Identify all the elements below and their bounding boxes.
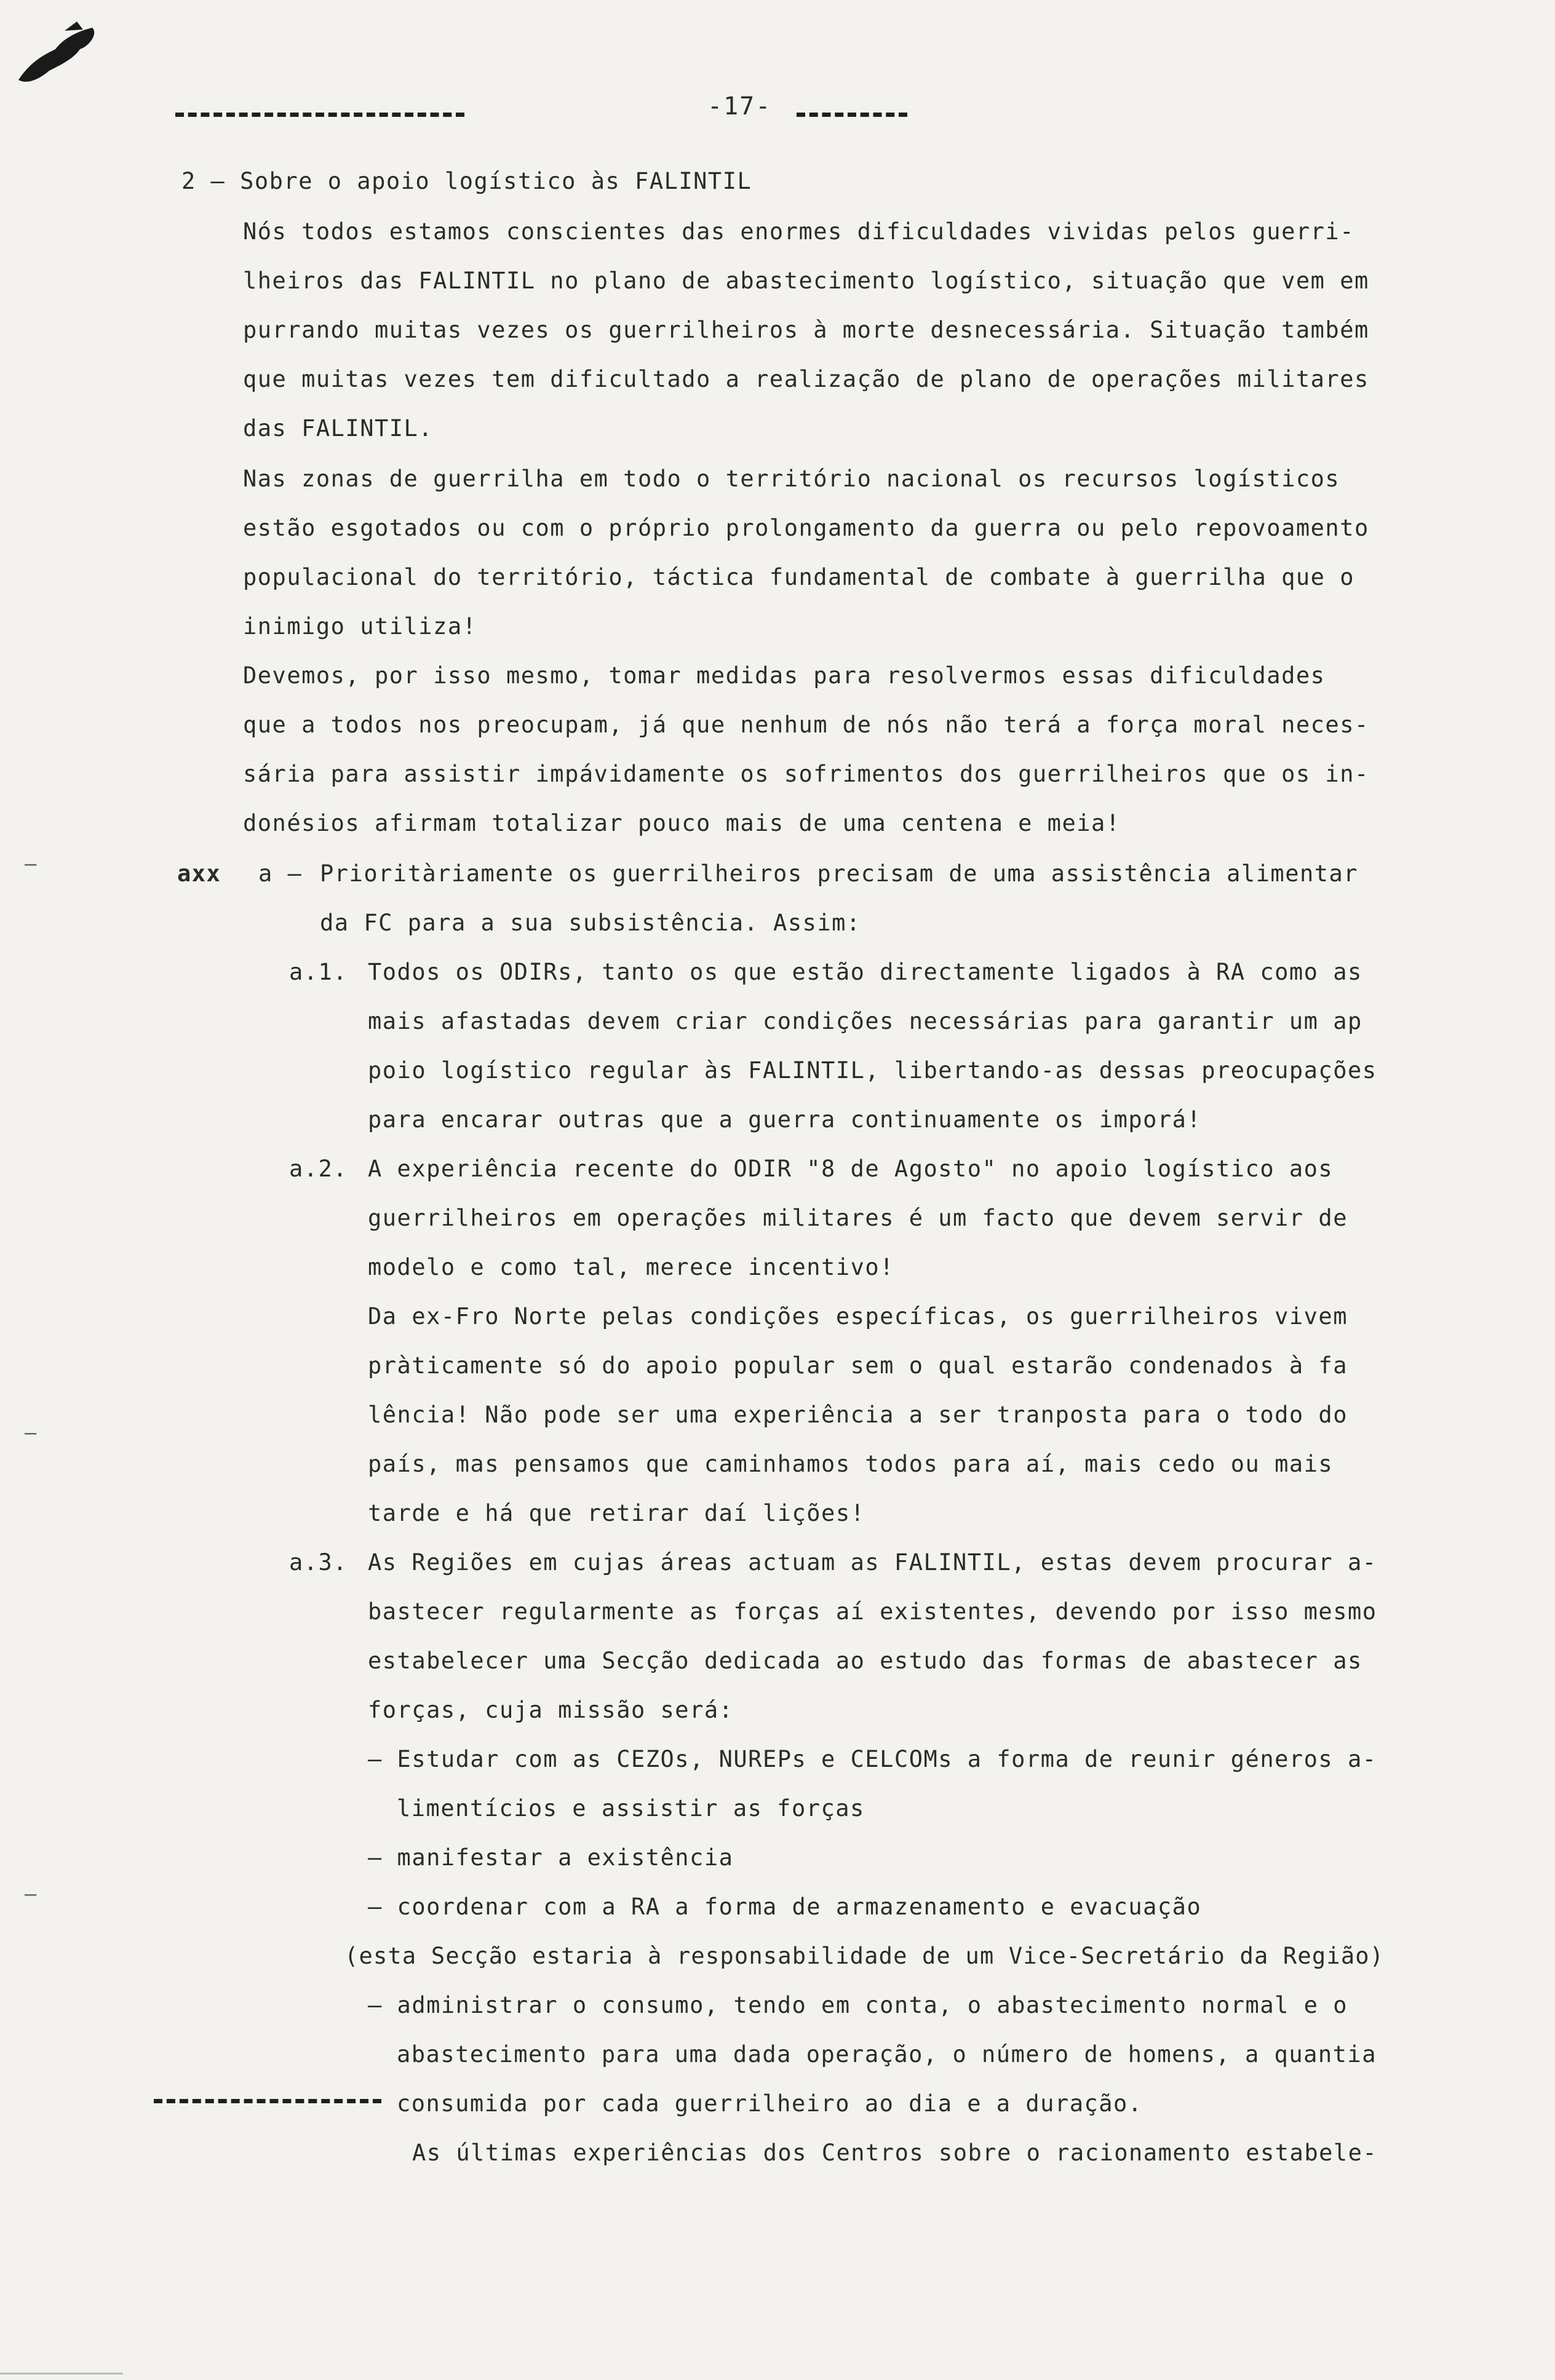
a1-line-4: para encarar outras que a guerra continuamente os imporá! xyxy=(368,1106,1202,1133)
margin-tick: — xyxy=(25,852,37,875)
bullet-2: – manifestar a existência xyxy=(368,1844,734,1871)
a3-line-4: forças, cuja missão será: xyxy=(368,1697,734,1723)
item-a-line-1: Prioritàriamente os guerrilheiros precisam de uma assistência alimentar xyxy=(320,860,1359,887)
p2-line-2: estão esgotados ou com o próprio prolongamento da guerra ou pelo repovoamento xyxy=(243,515,1369,541)
closing-line: As últimas experiências dos Centros sobre o racionamento estabele- xyxy=(412,2140,1378,2166)
a2-line-1: A experiência recente do ODIR "8 de Agosto" no apoio logístico aos xyxy=(368,1156,1334,1182)
a3-line-2: bastecer regularmente as forças aí existentes, devendo por isso mesmo xyxy=(368,1598,1377,1625)
margin-mark: axx xyxy=(177,860,221,887)
section-heading: 2 – Sobre o apoio logístico às FALINTIL xyxy=(181,168,752,194)
a1-line-2: mais afastadas devem criar condições necessárias para garantir um ap xyxy=(368,1008,1362,1034)
p1-line-4: que muitas vezes tem dificultado a realização de plano de operações militares xyxy=(243,366,1369,392)
bullet-3: – coordenar com a RA a forma de armazenamento e evacuação xyxy=(368,1894,1202,1920)
p1-line-2: lheiros das FALINTIL no plano de abastecimento logístico, situação que vem em xyxy=(243,268,1369,294)
p2-line-3: populacional do território, táctica fundamental de combate à guerrilha que o xyxy=(243,564,1354,590)
p2-line-4: inimigo utiliza! xyxy=(243,613,477,640)
bullet-4-line-2: abastecimento para uma dada operação, o número de homens, a quantia xyxy=(397,2041,1377,2068)
item-a-line-2: da FC para a sua subsistência. Assim: xyxy=(320,910,861,936)
a2-line-7: país, mas pensamos que caminhamos todos para aí, mais cedo ou mais xyxy=(368,1451,1334,1477)
a3-line-3: estabelecer uma Secção dedicada ao estudo das formas de abastecer as xyxy=(368,1648,1362,1674)
bullet-4-line-3: consumida por cada guerrilheiro ao dia e a duração. xyxy=(397,2090,1143,2117)
p3-line-2: que a todos nos preocupam, já que nenhum de nós não terá a força moral neces- xyxy=(243,712,1369,738)
p1-line-1: Nós todos estamos conscientes das enormes dificuldades vividas pelos guerri- xyxy=(243,218,1354,245)
a2-line-8: tarde e há que retirar daí lições! xyxy=(368,1500,865,1526)
a3-marker: a.3. xyxy=(289,1549,348,1576)
a2-line-3: modelo e como tal, merece incentivo! xyxy=(368,1254,894,1280)
ink-blot-icon xyxy=(6,12,111,92)
bullet-4-line-1: – administrar o consumo, tendo em conta, o abastecimento normal e o xyxy=(368,1992,1348,2018)
top-right-dash-rule xyxy=(797,113,907,117)
p1-line-5: das FALINTIL. xyxy=(243,415,434,442)
p3-line-3: sária para assistir impávidamente os sofrimentos dos guerrilheiros que os in- xyxy=(243,761,1369,787)
bullet-1-line-2: limentícios e assistir as forças xyxy=(397,1795,865,1822)
p2-line-1: Nas zonas de guerrilha em todo o território nacional os recursos logísticos xyxy=(243,466,1340,492)
a3-line-1: As Regiões em cujas áreas actuam as FALINTIL, estas devem procurar a- xyxy=(368,1549,1377,1576)
a1-marker: a.1. xyxy=(289,959,348,985)
page-number: -17- xyxy=(707,92,772,121)
a2-line-5: pràticamente só do apoio popular sem o qual estarão condenados à fa xyxy=(368,1352,1348,1379)
bullet-1-line-1: – Estudar com as CEZOs, NUREPs e CELCOMs a forma de reunir géneros a- xyxy=(368,1746,1377,1772)
a1-line-1: Todos os ODIRs, tanto os que estão directamente ligados à RA como as xyxy=(368,959,1362,985)
a2-line-2: guerrilheiros em operações militares é um facto que devem servir de xyxy=(368,1205,1348,1231)
p1-line-3: purrando muitas vezes os guerrilheiros à morte desnecessária. Situação também xyxy=(243,317,1369,343)
a2-line-6: lência! Não pode ser uma experiência a ser tranposta para o todo do xyxy=(368,1402,1348,1428)
margin-tick: — xyxy=(25,1882,37,1905)
left-margin-dash-rule xyxy=(154,2099,381,2103)
margin-tick: — xyxy=(25,1421,37,1444)
p3-line-4: donésios afirmam totalizar pouco mais de uma centena e meia! xyxy=(243,810,1121,836)
top-left-dash-rule xyxy=(175,113,464,117)
a2-marker: a.2. xyxy=(289,1156,348,1182)
item-a-marker: a – xyxy=(258,860,303,887)
note-line: (esta Secção estaria à responsabilidade de um Vice-Secretário da Região) xyxy=(344,1943,1385,1969)
a2-line-4: Da ex-Fro Norte pelas condições específicas, os guerrilheiros vivem xyxy=(368,1303,1348,1330)
p3-line-1: Devemos, por isso mesmo, tomar medidas para resolvermos essas dificuldades xyxy=(243,662,1326,689)
a1-line-3: poio logístico regular às FALINTIL, libertando-as dessas preocupações xyxy=(368,1057,1377,1084)
bottom-edge-rule xyxy=(0,2373,123,2374)
